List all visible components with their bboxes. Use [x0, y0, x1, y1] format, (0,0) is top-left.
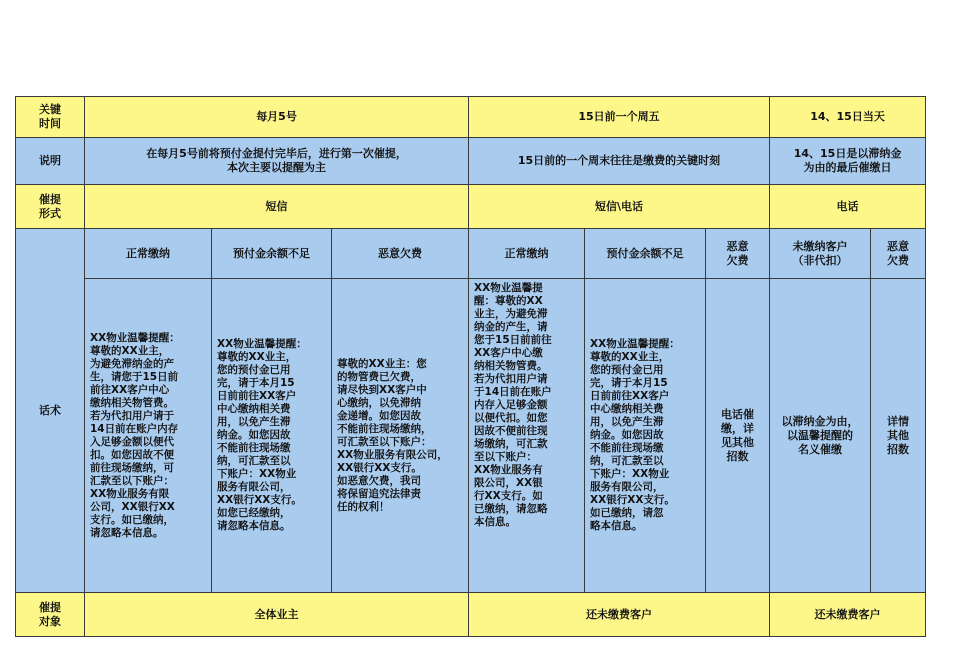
script-malicious-arrears-sms: 尊敬的XX业主：您 的物管费已欠费， 请尽快到XX客户中 心缴纳，以免滞纳 金递增。如您因故 不能前往现场缴纳， 可汇款至以下账户： XX物业服务有限公司， XX银行XX支行。 如恶意欠费，我司 将保留追究法律责 任的权利！ — [332, 279, 469, 593]
script-malicious-arrears-phone: 电话催 缴，详 见其他 招数 — [706, 279, 770, 593]
script-normal-payment-sms: XX物业温馨提醒： 尊敬的XX业主， 为避免滞纳金的产 生，请您于15日前 前往XX客户中心 缴纳相关物管费。 若为代扣用户请于 14日前在账户内存 入足够金额以便代 扣。如您因故不便 前往现场缴纳，可 汇款至以下账户： XX物业服务有限 公司，XX银行XX 支行。如已缴纳， 请忽略本信息。 — [85, 279, 212, 593]
script-insufficient-balance-sms-phone: XX物业温馨提醒： 尊敬的XX业主， 您的预付金已用 完，请于本月15 日前前往XX客户 中心缴纳相关费 用，以免产生滞 纳金。如您因故 不能前往现场缴 纳，可汇款至以 下账户：XX物业 服务有限公司， XX银行XX支行。 如已缴纳，请忽 略本信息。 — [585, 279, 706, 593]
label-description: 说明 — [16, 138, 85, 185]
script-malicious-arrears-other: 详情 其他 招数 — [871, 279, 926, 593]
collection-schedule-table — [15, 96, 926, 637]
script-insufficient-balance-sms: XX物业温馨提醒： 尊敬的XX业主， 您的预付金已用 完，请于本月15 日前前往XX客户 中心缴纳相关费 用，以免产生滞 纳金。如您因故 不能前往现场缴 纳，可汇款至以 下账户：XX物业 服务有限公司， XX银行XX支行。 如您已经缴纳， 请忽略本信息。 — [212, 279, 332, 593]
time-monthly-5th: 每月5号 — [85, 97, 469, 138]
desc-friday-before-15th: 15日前的一个周末往往是缴费的关键时刻 — [469, 138, 770, 185]
header-malicious-arrears-1: 恶意欠费 — [332, 229, 469, 279]
header-malicious-arrears-3: 恶意 欠费 — [871, 229, 926, 279]
row-script-headers — [16, 229, 926, 279]
time-friday-before-15th: 15日前一个周五 — [469, 97, 770, 138]
row-script-content — [16, 279, 926, 593]
label-key-time: 关键 时间 — [16, 97, 85, 138]
header-insufficient-balance-1: 预付金余额不足 — [212, 229, 332, 279]
desc-14th-15th: 14、15日是以滞纳金 为由的最后催缴日 — [770, 138, 926, 185]
target-unpaid-customers-2: 还未缴费客户 — [770, 593, 926, 637]
header-unpaid-customers: 未缴纳客户 （非代扣） — [770, 229, 871, 279]
row-target — [16, 593, 926, 637]
form-phone: 电话 — [770, 185, 926, 229]
label-script: 话术 — [16, 229, 85, 593]
row-form — [16, 185, 926, 229]
label-form: 催提 形式 — [16, 185, 85, 229]
header-normal-payment-1: 正常缴纳 — [85, 229, 212, 279]
script-normal-payment-sms-phone: XX物业温馨提 醒：尊敬的XX 业主，为避免滞 纳金的产生，请 您于15日前前往 XX客户中心缴 纳相关物管费。 若为代扣用户请 于14日前在账户 内存入足够金额 以便代扣。如您 因故不便前往现 场缴纳，可汇款 至以下账户： XX物业服务有 限公司，XX银 行XX支行。如 已缴纳，请忽略 本信息。 — [469, 279, 585, 593]
desc-monthly-5th: 在每月5号前将预付金提付完毕后，进行第一次催提， 本次主要以提醒为主 — [85, 138, 469, 185]
header-normal-payment-2: 正常缴纳 — [469, 229, 585, 279]
row-description — [16, 138, 926, 185]
header-malicious-arrears-2: 恶意 欠费 — [706, 229, 770, 279]
time-14th-15th: 14、15日当天 — [770, 97, 926, 138]
target-unpaid-customers-1: 还未缴费客户 — [469, 593, 770, 637]
header-insufficient-balance-2: 预付金余额不足 — [585, 229, 706, 279]
form-sms-phone: 短信\电话 — [469, 185, 770, 229]
target-all-owners: 全体业主 — [85, 593, 469, 637]
form-sms: 短信 — [85, 185, 469, 229]
row-key-time — [16, 97, 926, 138]
label-target: 催提 对象 — [16, 593, 85, 637]
script-unpaid-customers-phone: 以滞纳金为由， 以温馨提醒的 名义催缴 — [770, 279, 871, 593]
